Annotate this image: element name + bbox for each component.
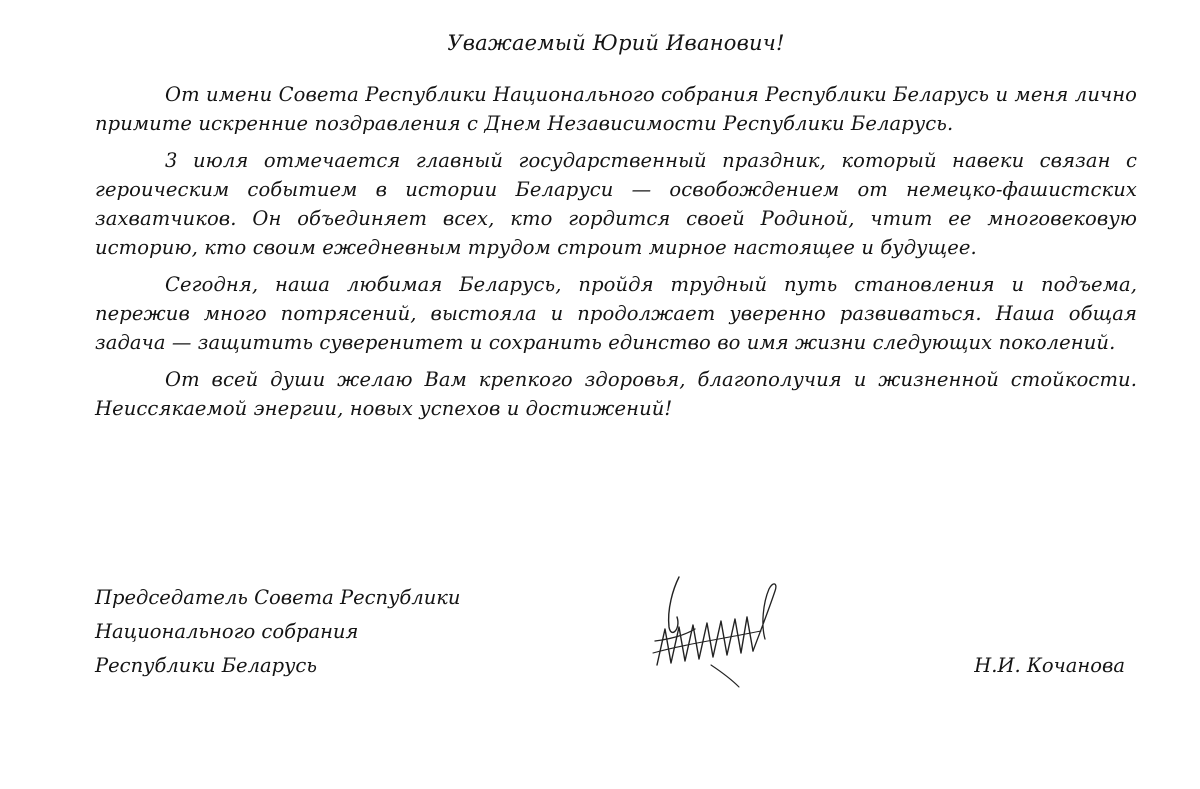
paragraph: Сегодня, наша любимая Беларусь, пройдя трудный путь становления и подъема, пережив много потрясений, выстояла и продолжает уверенно развиваться. Наша общая задача — защитить суверенитет и сохранить единство во имя жизни следующих поколений. [95,273,1137,354]
position-line: Республики Беларусь [95,654,317,677]
signer-position [95,581,461,683]
letter-paragraphs [95,80,1137,423]
paragraph: От имени Совета Республики Национального собрания Республики Беларусь и меня лично примите искренние поздравления с Днем Независимости Республики Беларусь. [95,83,1137,135]
paragraph: От всей души желаю Вам крепкого здоровья, благополучия и жизненной стойкости. Неиссякаемой энергии, новых успехов и достижений! [95,368,1137,420]
greeting: Уважаемый Юрий Иванович! [447,31,785,55]
position-line: Национального собрания [95,620,359,643]
letter-body [95,28,1137,431]
handwritten-signature [651,569,791,691]
signer-name: Н.И. Кочанова [974,654,1125,677]
letter-closing [95,581,1137,691]
paragraph: 3 июля отмечается главный государственный праздник, который навеки связан с героическим событием в истории Беларуси — освобождением от немецко-фашистских захватчиков. Он объединяет всех, кто гордится своей Родиной, чтит ее многовековую историю, кто своим ежедневным трудом строит мирное настоящее и будущее. [95,149,1137,259]
position-line: Председатель Совета Республики [95,586,461,609]
